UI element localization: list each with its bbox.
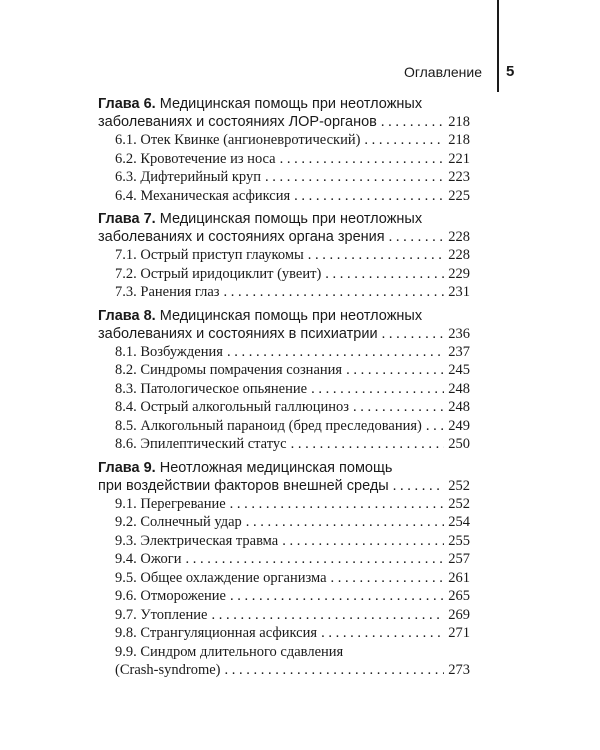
chapter-title-line2-row[interactable] (98, 325, 470, 343)
page-ref: 255 (448, 532, 470, 549)
toc-entry[interactable] (115, 380, 470, 399)
dot-leader (325, 265, 444, 284)
toc-entry[interactable] (115, 283, 470, 302)
entry-title: 6.1. Отек Квинке (ангионевротический) (115, 132, 361, 148)
toc-entry[interactable] (115, 513, 470, 532)
page-ref: 223 (448, 169, 470, 185)
entry-title: 7.2. Острый иридоциклит (увеит) (115, 265, 322, 282)
page-ref: 218 (448, 114, 470, 130)
page-ref: 273 (448, 662, 470, 678)
chapter-title (98, 210, 470, 228)
dot-leader (346, 361, 444, 380)
page-ref: 236 (448, 325, 470, 342)
entry-title: 8.3. Патологическое опьянение (115, 380, 308, 397)
toc-entry[interactable] (115, 587, 470, 606)
entry-title: 9.2. Солнечный удар (115, 514, 242, 530)
page-ref: 231 (448, 284, 470, 300)
toc-entry[interactable] (115, 624, 470, 643)
dot-leader (389, 228, 445, 246)
entry-title: 8.4. Острый алкогольный галлюциноз (115, 399, 349, 415)
dot-leader (308, 246, 444, 265)
dot-leader (230, 495, 445, 514)
entry-title: 9.6. Отморожение (115, 588, 226, 604)
page-ref: 265 (448, 588, 470, 604)
dot-leader (426, 417, 444, 436)
chapter-title (98, 459, 470, 477)
chapter-8 (98, 307, 470, 454)
entry-title: 8.1. Возбуждения (115, 343, 223, 360)
chapter-title-line2-row[interactable] (98, 228, 470, 246)
toc-entry[interactable] (115, 168, 470, 187)
chapter-title (98, 95, 470, 113)
dot-leader (321, 624, 444, 643)
chapter-7 (98, 210, 470, 302)
entry-title: 8.2. Синдромы помрачения сознания (115, 362, 343, 378)
page-ref: 221 (448, 150, 470, 167)
entry-title: 9.7. Утопление (115, 606, 208, 623)
page-ref: 248 (448, 380, 470, 397)
entry-title: 9.1. Перегревание (115, 495, 226, 512)
page-ref: 218 (448, 132, 470, 148)
dot-leader (185, 550, 444, 569)
toc-entry[interactable] (115, 361, 470, 380)
chapter-title-line2: при воздействии факторов внешней среды (98, 477, 389, 494)
page-ref: 249 (448, 417, 470, 434)
dot-leader (353, 398, 444, 417)
entry-title-continued: (Crash-syndrome) (115, 662, 221, 678)
dot-leader (224, 283, 445, 302)
toc-entry[interactable] (115, 398, 470, 417)
page-ref: 261 (448, 569, 470, 586)
chapter-label: Глава 8. (98, 307, 156, 324)
toc-entry[interactable] (115, 246, 470, 265)
page-ref: 250 (448, 436, 470, 452)
entry-title: 6.2. Кровотечение из носа (115, 150, 276, 167)
dot-leader (381, 113, 444, 131)
page-ref: 229 (448, 265, 470, 282)
dot-leader (311, 380, 444, 399)
toc-entry[interactable] (115, 495, 470, 514)
toc-entry[interactable] (115, 643, 470, 680)
entry-title: 9.4. Ожоги (115, 551, 182, 567)
page-number: 5 (506, 63, 515, 80)
chapter-title-line1: Медицинская помощь при неотложных (155, 307, 423, 324)
chapter-title-line2: заболеваниях и состояниях органа зрения (98, 229, 385, 245)
chapter-title-line2: заболеваниях и состояниях в психиатрии (98, 325, 378, 342)
entry-title: 7.1. Острый приступ глаукомы (115, 247, 304, 263)
page-ref: 225 (448, 187, 470, 204)
entry-title: 9.5. Общее охлаждение организма (115, 569, 327, 586)
chapter-label: Глава 7. (98, 211, 156, 227)
chapter-label: Глава 6. (98, 96, 156, 112)
dot-leader (225, 661, 445, 680)
chapter-title-line1: Медицинская помощь при неотложных (155, 211, 423, 227)
page-ref: 237 (448, 343, 470, 360)
page-ref: 269 (448, 606, 470, 623)
toc-entry[interactable] (115, 343, 470, 362)
running-title: Оглавление (403, 64, 482, 80)
page-ref: 254 (448, 514, 470, 530)
entry-title: 6.3. Дифтерийный круп (115, 169, 261, 185)
dot-leader (331, 569, 445, 588)
toc-entry[interactable] (115, 150, 470, 169)
chapter-title-line2-row[interactable] (98, 113, 470, 131)
toc-entry[interactable] (115, 131, 470, 150)
entry-title: 8.5. Алкогольный параноид (бред преследования) (115, 417, 422, 434)
page-ref: 252 (448, 477, 470, 494)
toc-entry[interactable] (115, 532, 470, 551)
entry-title: 9.9. Синдром длительного сдавления (115, 643, 344, 660)
chapter-title-line2-row[interactable] (98, 477, 470, 495)
dot-leader (294, 187, 444, 206)
chapter-title-line1: Неотложная медицинская помощь (155, 459, 393, 476)
toc-entry[interactable] (115, 417, 470, 436)
dot-leader (393, 477, 445, 495)
chapter-title-line1: Медицинская помощь при неотложных (155, 96, 423, 112)
dot-leader (282, 532, 444, 551)
dot-leader (211, 606, 444, 625)
entry-title: 7.3. Ранения глаз (115, 284, 220, 300)
entry-title: 9.3. Электрическая травма (115, 532, 279, 549)
dot-leader (280, 150, 445, 169)
toc-entry[interactable] (115, 435, 470, 454)
vertical-rule (497, 0, 499, 92)
entry-title: 6.4. Механическая асфиксия (115, 187, 291, 204)
chapter-title (98, 307, 470, 325)
page-ref: 257 (448, 551, 470, 567)
chapter-label: Глава 9. (98, 459, 156, 476)
chapter-6 (98, 95, 470, 205)
toc-entry[interactable] (115, 569, 470, 588)
page-ref: 245 (448, 362, 470, 378)
dot-leader (265, 168, 444, 187)
dot-leader (230, 587, 444, 606)
dot-leader (246, 513, 444, 532)
dot-leader (227, 343, 444, 362)
entry-title: 8.6. Эпилептический статус (115, 436, 287, 452)
entry-title: 9.8. Странгуляционная асфиксия (115, 625, 318, 641)
chapter-title-line2: заболеваниях и состояниях ЛОР-органов (98, 114, 377, 130)
chapter-9 (98, 459, 470, 680)
page-ref: 228 (448, 229, 470, 245)
dot-leader (364, 131, 444, 150)
toc-entry[interactable] (115, 606, 470, 625)
page-ref: 271 (448, 625, 470, 641)
toc-entry[interactable] (115, 187, 470, 206)
toc-entry[interactable] (115, 550, 470, 569)
page-ref: 248 (448, 399, 470, 415)
toc-entry[interactable] (115, 265, 470, 284)
table-of-contents (98, 95, 470, 685)
dot-leader (291, 435, 445, 454)
dot-leader (382, 325, 445, 343)
page-ref: 228 (448, 247, 470, 263)
page-ref: 252 (448, 495, 470, 512)
